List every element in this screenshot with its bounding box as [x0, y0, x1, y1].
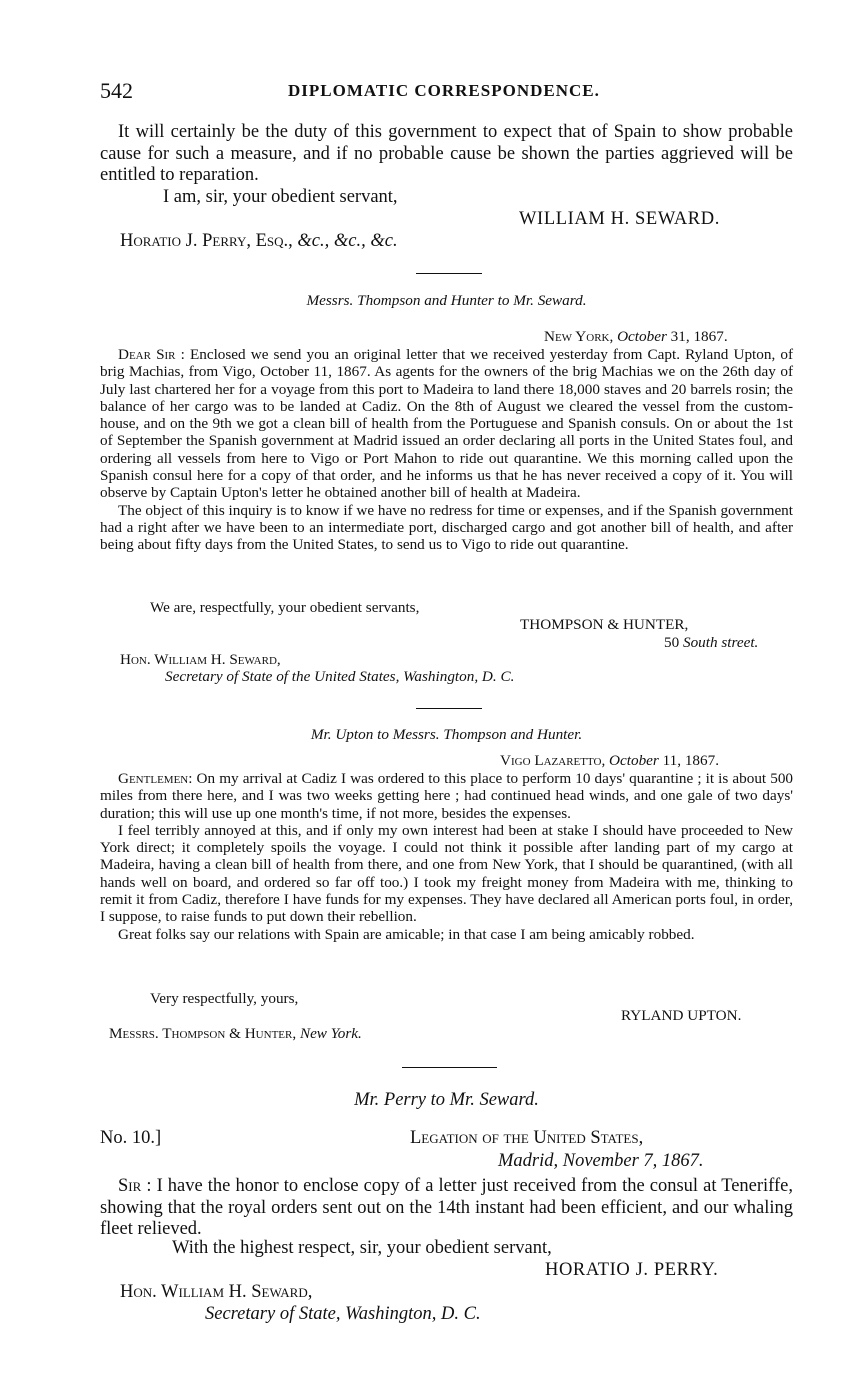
- letter2-place: New York,: [544, 328, 614, 345]
- letter2-addressee-name-text: Hon. William H. Seward,: [120, 651, 281, 668]
- letter1-addressee: [120, 231, 398, 253]
- letter4-signature: HORATIO J. PERRY.: [545, 1260, 719, 1280]
- letter1-signature: WILLIAM H. SEWARD.: [519, 209, 720, 229]
- letter2-para2: The object of this inquiry is to know if we have no redress for time or expenses, and if the Spanish government had a right after we have been to an intermediate port, discharged cargo and got another bill of health, and after being about fifty days from the United States, to send us to Vigo to ride out quarantine.: [100, 501, 793, 554]
- letter2-address-street: South street.: [682, 634, 759, 651]
- letter4-addressee-name: [120, 1282, 312, 1304]
- letter2-address: [664, 634, 758, 651]
- section-divider: [416, 273, 482, 274]
- letter4-heading: Mr. Perry to Mr. Seward.: [354, 1090, 539, 1110]
- letter4-para1: [100, 1176, 793, 1241]
- letter4-number: No. 10.]: [100, 1128, 162, 1148]
- letter1-addressee-suffix: &c., &c., &c.: [297, 231, 398, 251]
- letter1-addressee-name: Horatio J. Perry, Esq.,: [120, 231, 293, 251]
- letter4-salutation: Sir :: [118, 1176, 152, 1196]
- letter2-addressee-name: [120, 651, 281, 668]
- letter4-body-block: [100, 1176, 793, 1241]
- section-divider: [402, 1067, 497, 1068]
- letter2-closing: We are, respectfully, your obedient servants,: [150, 599, 420, 616]
- letter3-place: Vigo Lazaretto,: [500, 752, 606, 769]
- letter3-salutation: Gentlemen:: [118, 770, 193, 787]
- letter2-date-month: October: [617, 328, 667, 345]
- letter4-place: [410, 1128, 643, 1150]
- letter2-address-num: 50: [664, 634, 680, 651]
- page-number: 542: [100, 78, 133, 103]
- section-divider: [416, 708, 482, 709]
- letter2-heading: Messrs. Thompson and Hunter to Mr. Seward.: [306, 292, 587, 309]
- running-title: DIPLOMATIC CORRESPONDENCE.: [288, 81, 600, 100]
- letter4-addressee-name-text: Hon. William H. Seward,: [120, 1282, 313, 1302]
- letter4-para1-text: I have the honor to enclose copy of a letter just received from the consul at Teneriffe, showing that the royal orders sent out on the 14th instant had been efficient, and our whaling fleet relieved.: [100, 1176, 793, 1239]
- letter3-date-month: October: [609, 752, 659, 769]
- letter1-body-block: [100, 122, 793, 187]
- letter4-closing: With the highest respect, sir, your obedient servant,: [172, 1238, 552, 1258]
- letter2-body-block: [100, 346, 793, 554]
- letter3-signature: RYLAND UPTON.: [621, 1007, 742, 1024]
- letter3-para3: Great folks say our relations with Spain are amicable; in that case I am being amicably robbed.: [118, 925, 695, 943]
- running-header: [100, 78, 795, 104]
- letter2-date-rest: 31, 1867.: [670, 328, 728, 345]
- letter1-body: It will certainly be the duty of this government to expect that of Spain to show probable cause for such a measure, and if no probable cause be shown the parties aggrieved will be entitled to reparation.: [100, 122, 793, 185]
- letter2-dateline: [544, 328, 728, 345]
- letter3-addressee-city: New York.: [299, 1025, 362, 1042]
- letter3-closing: Very respectfully, yours,: [150, 990, 299, 1007]
- letter3-dateline: [500, 752, 719, 769]
- letter3-body-block: [100, 770, 793, 943]
- letter4-addressee-title: [205, 1304, 481, 1326]
- letter4-place-text: Legation of the United States,: [410, 1128, 644, 1148]
- letter2-salutation: Dear Sir :: [118, 346, 185, 363]
- letter4-dateline: [498, 1151, 704, 1173]
- letter4-addressee-title-text: Secretary of State, Washington, D. C.: [205, 1304, 481, 1324]
- letter3-para1-text: On my arrival at Cadiz I was ordered to this place to perform 10 days' quarantine ; it is about 500 miles from there here, and I was two weeks getting here ; had continued head winds, and one gale of two days' duration; this will use up one month's time, if not more, besides the expenses.: [100, 770, 794, 822]
- letter3-para1: [100, 770, 793, 822]
- letter3-addressee-name: Messrs. Thompson & Hunter,: [109, 1025, 297, 1042]
- letter2-signature: THOMPSON & HUNTER,: [520, 616, 689, 633]
- letter2-addressee-title-text: Secretary of State of the United States, Washington, D. C.: [165, 668, 515, 685]
- letter2-addressee-title: [165, 668, 514, 685]
- letter4-dateline-text: Madrid, November 7, 1867.: [498, 1151, 704, 1171]
- letter1-closing: I am, sir, your obedient servant,: [163, 187, 398, 207]
- letter3-para2: I feel terribly annoyed at this, and if only my own interest had been at stake I should have proceeded to New York direct; it completely spoils the voyage. I could not think it possible after landing part of my cargo at Madeira, having a clean bill of health from there, and one from New York, that I should be quarantined, (with all hands well on board, and ordered so far off too.) I took my freight money from Madeira with me, thinking to remit it from Cadiz, therefore I have funds for my expenses. They have declared all American ports foul, in order, I suppose, to raise funds to put down their rebellion.: [100, 821, 793, 926]
- letter3-heading: Mr. Upton to Messrs. Thompson and Hunter.: [310, 726, 583, 743]
- letter2-para1-text: Enclosed we send you an original letter that we received yesterday from Capt. Ryland Upton, of brig Machias, from Vigo, October 11, 1867. As agents for the owners of the brig Machias we on the 26th day of July last chartered her for a voyage from this port to Madeira to land there 18,000 staves and 20 barrels rosin; the balance of her cargo was to be landed at Cadiz. On the 8th of August we cleared the vessel from the custom-house, and on the 9th we got a clean bill of health from the Portuguese and Spanish consuls. On or about the 1st of September the Spanish government at Madrid issued an order declaring all ports in the United States foul, and ordering all vessels from here to Vigo or Port Mahon to ride out quarantine. We this morning called upon the Spanish consul here for a copy of that order, and he informs us that he has never received a copy of it. You will observe by Captain Upton's letter he obtained another bill of health at Madeira.: [100, 346, 794, 502]
- letter2-para1: [100, 346, 793, 502]
- letter3-addressee: [109, 1025, 362, 1042]
- letter3-date-rest: 11, 1867.: [662, 752, 720, 769]
